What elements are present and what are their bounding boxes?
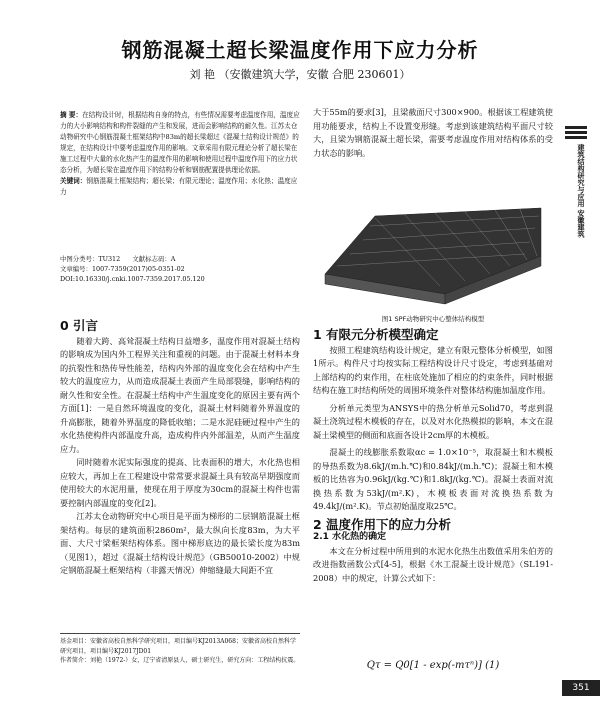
fund-note: 基金项目：安徽省高校自然科学研究项目，项目编号KJ2013A068；安徽省高校自然科学研究项目，项目编号KJ2017JD01 [60, 638, 296, 655]
author-affiliation: （安徽建筑大学，安徽 合肥 230601） [218, 68, 411, 81]
keywords-text: 钢筋混凝土框架结构；超长梁；有限元理论；温度作用；水化热；温度应力 [60, 177, 298, 196]
section-1-heading: 1 有限元分析模型确定 [313, 327, 439, 342]
left-column [60, 319, 300, 578]
abstract-label: 摘 要： [60, 111, 83, 119]
abstract [60, 110, 300, 198]
structure-model-figure [315, 186, 551, 308]
section-0-paragraph-2: 同时随着水泥实际强度的提高、比表面积的增大，水化热也相应较大，再加上在工程建设中常常要求混凝土具有较高早期强度而使用较大的水泥用量，使现在用于厚度为30cm的混凝土构件也需要控制内部温度的变化[2]。 [60, 457, 300, 508]
abstract-text: 在结构设计时，根据结构自身的特点，有些情况需要考虑温度作用，温度应力的大小影响结构和构件裂缝的产生和发展，进而会影响结构的耐久性。江苏太仓动物研究中心钢筋混凝土框架结构中83m的超长梁超过《混凝土结构设计规范》的规定，在结构设计中要考虑温度作用的影响。文章采用有限元理论分析了超长梁在施工过程中大量的水化热产生的温度作用的影响和使用过程中温度作用下的应力状态分析，为超长梁在温度作用下的结构分析和钢筋配置提供理论依据。 [60, 111, 300, 174]
section-2-1-heading: 2.1 水化热的确定 [313, 532, 387, 542]
clc-number: 中图分类号：TU312 [60, 255, 121, 263]
author-name: 刘 艳 [189, 68, 215, 81]
keywords-label: 关键词： [60, 177, 87, 185]
author-line [0, 66, 600, 82]
document-code: 文献标志码：A [132, 255, 176, 263]
section-2-paragraph-1: 本文在分析过程中所用到的水泥水化热生出数值采用朱伯芳的改进指数函数公式[4-5]，根据《水工混凝土设计规范》（SL191-2008）中的规定，计算公式如下： [313, 545, 553, 583]
right-paragraph-1: 大于55m的要求[3]，且梁截面尺寸300×900。根据该工程建筑使用功能要求，结构上不设置变形缝。考虑到该建筑结构平面尺寸较大，且梁为钢筋混凝土超长梁，需要考虑温度作用对结构体系的受力状态的影响。 [313, 107, 553, 158]
section-1-paragraph-3: 混凝土的线膨胀系数取αc = 1.0×10⁻⁵，取混凝土和木模板的导热系数为8.6kJ/(m.h.℃)和0.84kJ/(m.h.℃)；混凝土和木模板的比热容为0.96kJ/(kg.℃)和1.8kJ/(kg.℃)。混凝土表面对流换热系数为53kJ/(m².K)，木模板表面对流换热系数为49.4kJ/(m².K)。节点初始温度取25℃。 [313, 447, 553, 511]
section-0-paragraph-3: 江苏太仓动物研究中心项目是平面为梯形的二层钢筋混凝土框架结构。每层的建筑面积2860m²，最大纵向长度83m，为大平面、大尺寸梁框架结构体系。图中梯形底边的最长梁长度为83m（见图1），超过《混凝土结构设计规范》（GB50010-2002）中规定钢筋混凝土框架结构（非露天情况）伸缩缝最大间距不宜 [60, 511, 300, 575]
section-1-paragraph-1: 按照工程建筑结构设计规定，建立有限元整体分析模型，如图1所示。构件尺寸均按实际工程结构设计尺寸设定，考虑到基础对上部结构的约束作用，在柱底处施加了相应的约束条件，同时根据结构在施工时结构所处的周围环境条件对整体结构施加温度作用。 [313, 344, 553, 395]
article-meta [60, 254, 300, 284]
sidebar-mark-icon [565, 126, 587, 140]
section-1-paragraph-2: 分析单元类型为ANSYS中的热分析单元Solid70，考虑到混凝土浇筑过程木模板的存在，以及对水化热模拟的影响，本文在混凝土梁模型的侧面和底面各设计2cm厚的木模板。 [313, 402, 553, 440]
formula-1: Qτ = Q0[1 - exp(-mτⁿ)] (1) [366, 660, 500, 671]
section-0-paragraph-1: 随着大跨、高耸混凝土结构日益增多，温度作用对混凝土结构的影响成为国内外工程界关注和重视的问题。由于混凝土材料本身的抗裂性和热传导性能差，结构内外部的温度变化会在结构中产生较大的温度应力，从而造成混凝土表面产生局部裂缝，影响结构的耐久性和安全性。在混凝土结构中产生温度变化的原因主要有两个方面[1]：一是自然环境温度的变化，混凝土材料随着外界温度的升高膨胀，随着外界温度的降低收缩；二是水泥硅硬过程中产生的水化热使构件内部温度升高，造成构件内外部温差，从而产生温度应力。 [60, 335, 300, 454]
journal-sidebar [565, 126, 587, 256]
paper-title: 钢筋混凝土超长梁温度作用下应力分析 [121, 38, 479, 62]
footnote [60, 633, 300, 666]
section-0-heading: 0 引言 [60, 318, 99, 333]
doi: DOI:10.16330/j.cnki.1007-7359.2017.05.120 [60, 275, 205, 283]
right-column-top [313, 106, 553, 160]
author-bio: 作者简介：刘艳（1972-）女，辽宁省清原县人，硕士研究生，研究方向：工程结构抗震。 [60, 657, 300, 664]
article-number: 文章编号：1007-7359(2017)05-0351-02 [60, 265, 185, 273]
page-number: 351 [562, 680, 600, 696]
section-2-heading: 2 温度作用下的应力分析 [313, 516, 452, 532]
figure-caption: 图1 SPF动物研究中心整体结构模型 [381, 315, 485, 323]
right-column-body [313, 328, 553, 585]
sidebar-label: 建筑结构研究与应用 安徽建筑 [577, 144, 585, 238]
structure-model-graphic [325, 208, 541, 304]
